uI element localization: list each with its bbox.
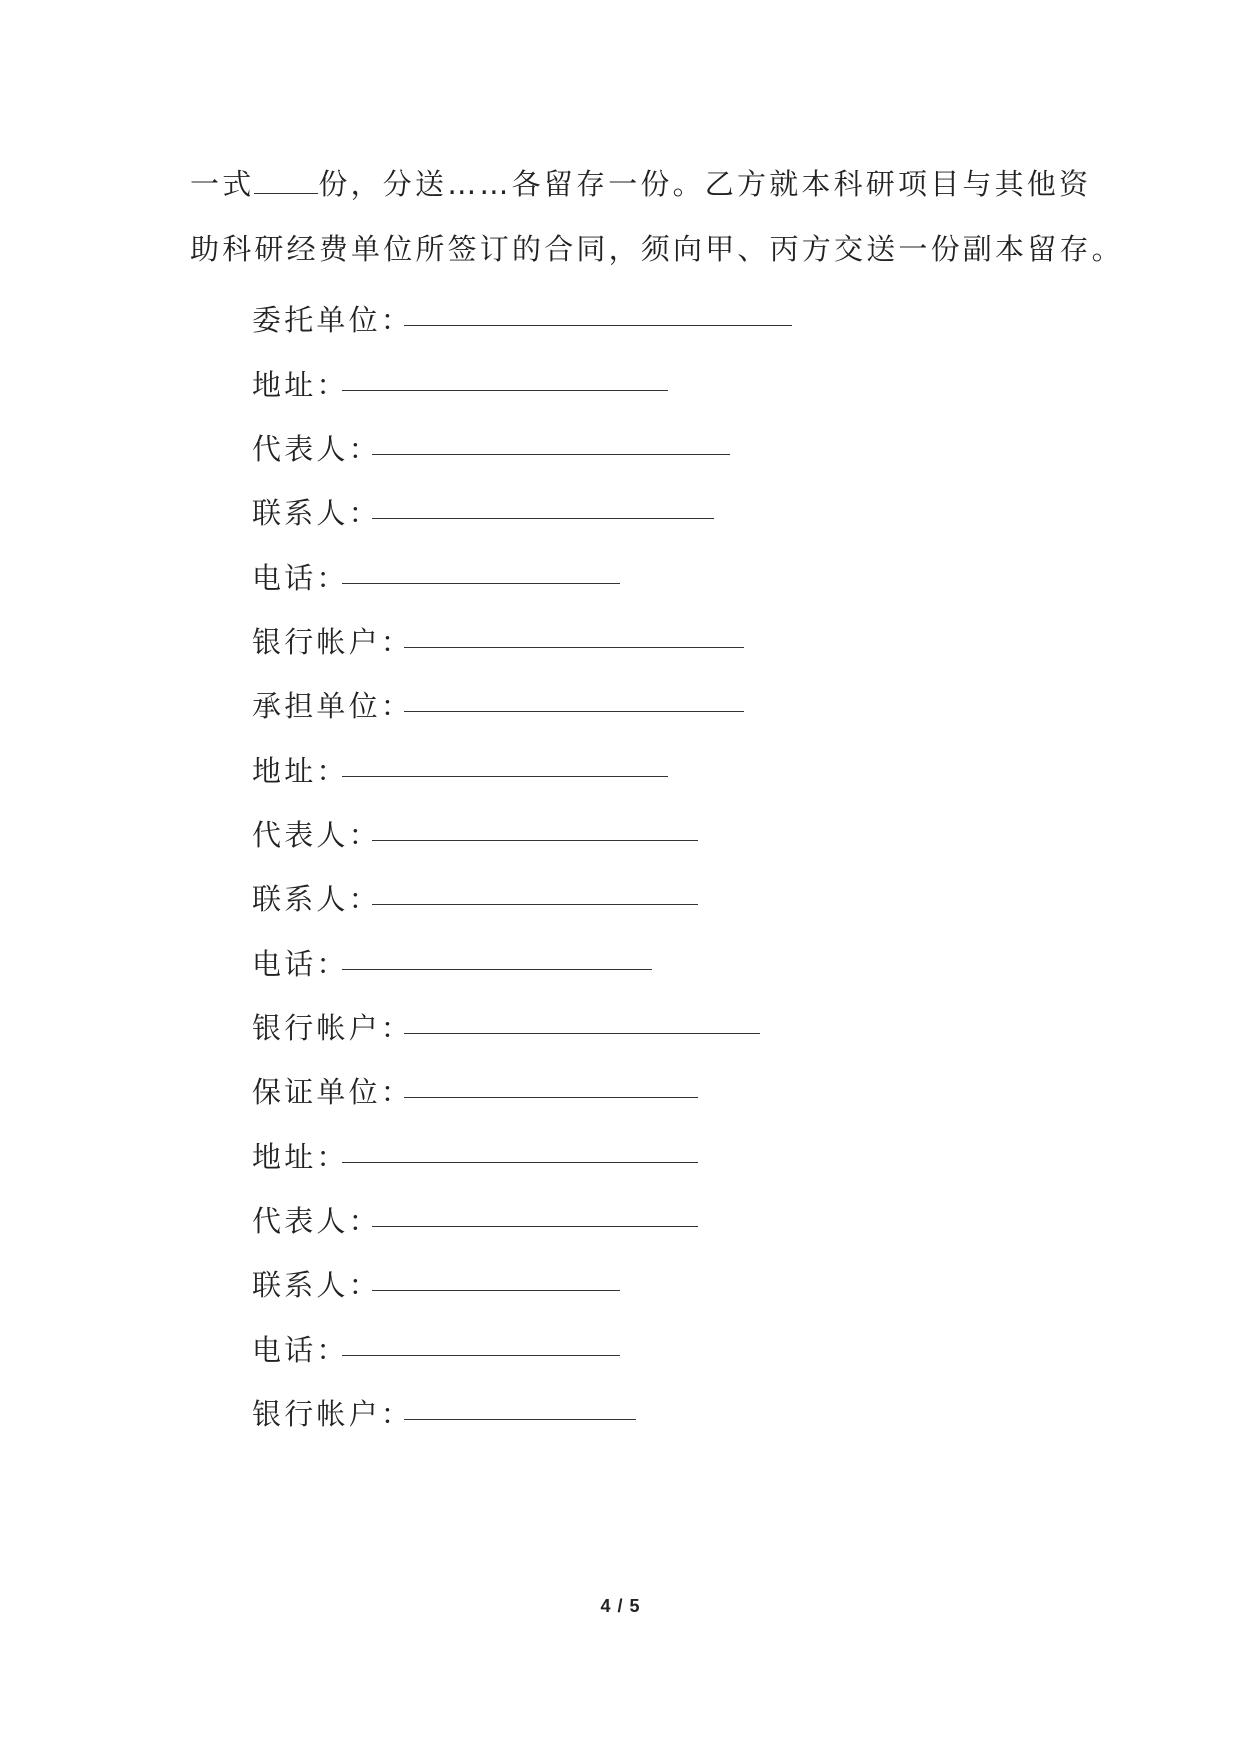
paragraph-line-2 bbox=[190, 229, 1124, 269]
field-row-phone bbox=[252, 1326, 349, 1370]
field-blank-line bbox=[404, 1033, 760, 1034]
field-blank-line bbox=[342, 390, 668, 391]
field-blank-line bbox=[372, 454, 730, 455]
field-label: 地址： bbox=[252, 368, 349, 402]
field-label: 委托单位： bbox=[252, 303, 414, 337]
field-blank-line bbox=[372, 840, 698, 841]
field-row-contact bbox=[252, 875, 381, 919]
field-label: 联系人： bbox=[252, 496, 381, 530]
paragraph-text-2: 助科研经费单位所签订的合同，须向甲、丙方交送一份副本留存。 bbox=[190, 232, 1124, 266]
field-label: 银行帐户： bbox=[252, 625, 414, 659]
field-row-undertaking-unit bbox=[252, 682, 413, 726]
field-label: 电话： bbox=[252, 1333, 349, 1367]
paragraph-line-1 bbox=[190, 164, 1092, 204]
field-label: 地址： bbox=[252, 754, 349, 788]
field-label: 电话： bbox=[252, 561, 349, 595]
field-blank-line bbox=[372, 518, 714, 519]
field-label: 保证单位： bbox=[252, 1075, 414, 1109]
field-row-contact bbox=[252, 489, 381, 533]
field-label: 联系人： bbox=[252, 882, 381, 916]
field-row-address bbox=[252, 361, 349, 405]
field-blank-line bbox=[342, 1162, 698, 1163]
field-row-address bbox=[252, 747, 349, 791]
field-row-representative bbox=[252, 425, 381, 469]
field-blank-line bbox=[342, 583, 620, 584]
field-label: 代表人： bbox=[252, 1204, 381, 1238]
field-label: 电话： bbox=[252, 947, 349, 981]
field-blank-line bbox=[404, 647, 744, 648]
paragraph-text-1a: 一式 bbox=[190, 167, 255, 201]
field-blank-line bbox=[404, 1097, 698, 1098]
field-row-bank-account bbox=[252, 1390, 413, 1434]
field-blank-line bbox=[372, 1226, 698, 1227]
field-blank-line bbox=[342, 1355, 620, 1356]
field-label: 银行帐户： bbox=[252, 1397, 414, 1431]
field-blank-line bbox=[404, 325, 792, 326]
field-row-guarantee-unit bbox=[252, 1068, 413, 1112]
field-label: 联系人： bbox=[252, 1268, 381, 1302]
field-blank-line bbox=[404, 1419, 636, 1420]
field-row-contact bbox=[252, 1261, 381, 1305]
field-blank-line bbox=[372, 1290, 620, 1291]
field-blank-line bbox=[404, 711, 744, 712]
field-row-representative bbox=[252, 811, 381, 855]
field-row-address bbox=[252, 1133, 349, 1177]
field-row-representative bbox=[252, 1197, 381, 1241]
page-number: 4 / 5 bbox=[600, 1596, 641, 1616]
field-label: 代表人： bbox=[252, 432, 381, 466]
field-label: 代表人： bbox=[252, 818, 381, 852]
field-blank-line bbox=[342, 969, 652, 970]
field-blank-line bbox=[372, 904, 698, 905]
field-label: 承担单位： bbox=[252, 689, 414, 723]
field-blank-line bbox=[342, 776, 668, 777]
field-label: 银行帐户： bbox=[252, 1011, 414, 1045]
field-row-bank-account bbox=[252, 618, 413, 662]
field-label: 地址： bbox=[252, 1140, 349, 1174]
field-row-phone bbox=[252, 554, 349, 598]
field-row-phone bbox=[252, 940, 349, 984]
paragraph-text-1b: 份，分送……各留存一份。乙方就本科研项目与其他资 bbox=[318, 167, 1092, 201]
field-row-entrust-unit bbox=[252, 296, 413, 340]
copies-blank-line bbox=[254, 171, 318, 194]
field-row-bank-account bbox=[252, 1004, 413, 1048]
